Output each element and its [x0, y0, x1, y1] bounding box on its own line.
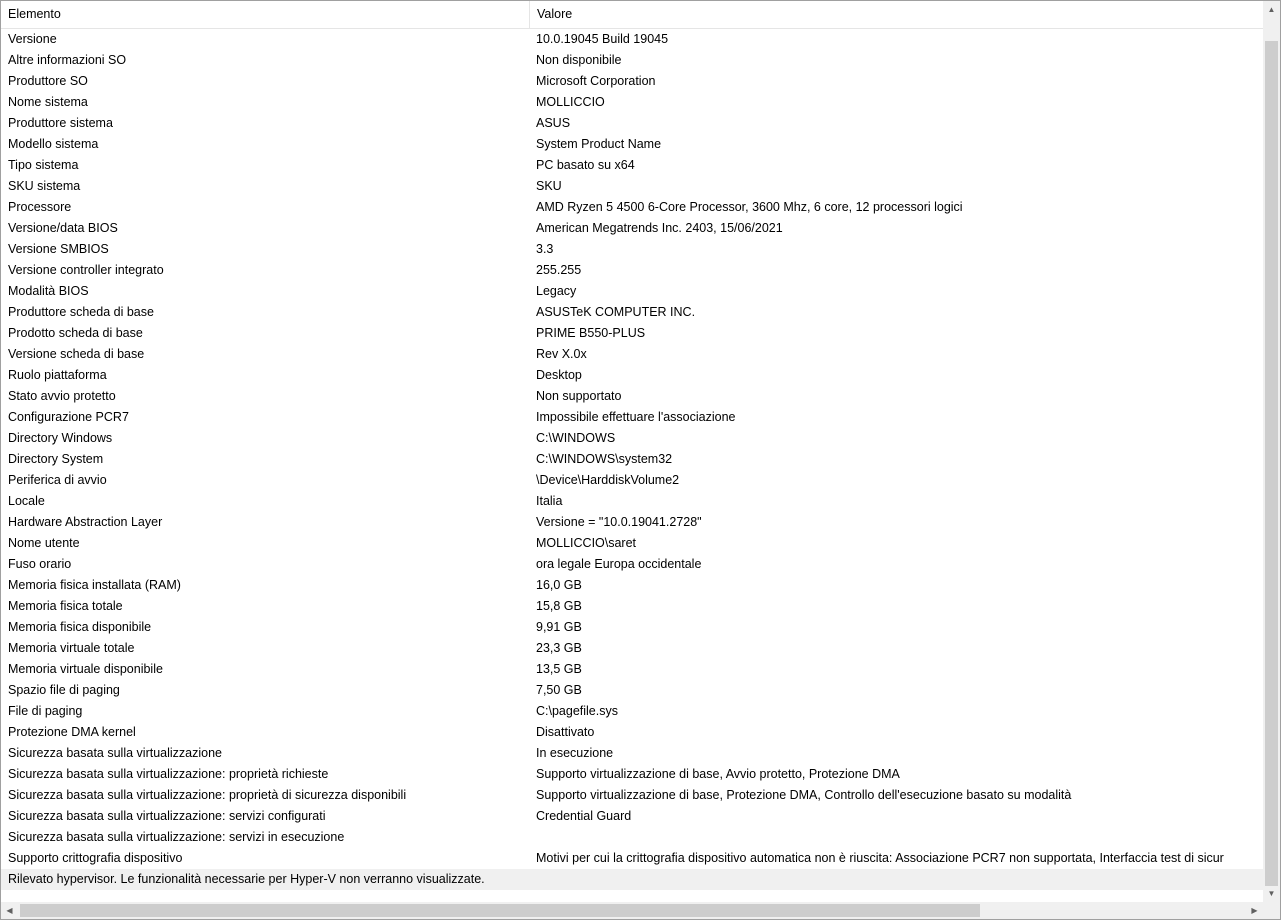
table-row[interactable]	[1, 50, 1263, 71]
table-row[interactable]	[1, 113, 1263, 134]
table-row[interactable]	[1, 785, 1263, 806]
row-value-cell: Non supportato	[536, 389, 622, 403]
row-value-cell: 13,5 GB	[536, 662, 582, 676]
row-value-cell	[536, 827, 1263, 848]
row-element-cell: Processore	[8, 200, 72, 214]
row-value-cell: C:\WINDOWS	[536, 431, 616, 445]
row-value-cell: Versione = "10.0.19041.2728"	[536, 515, 702, 529]
row-value-cell: Motivi per cui la crittografia dispositivo automatica non è riuscita: Associazione PCR7 non supportata, Interfaccia test di sicur	[536, 851, 1224, 865]
row-element-cell: Spazio file di paging	[8, 683, 120, 697]
row-value-cell: MOLLICCIO\saret	[536, 536, 637, 550]
horizontal-scrollbar[interactable]	[1, 902, 1263, 919]
column-header-valore[interactable]: Valore	[537, 7, 573, 21]
row-value-cell: Impossibile effettuare l'associazione	[536, 410, 736, 424]
row-message-cell: Rilevato hypervisor. Le funzionalità necessarie per Hyper-V non verranno visualizzate.	[8, 872, 485, 886]
row-value-cell: ora legale Europa occidentale	[536, 557, 702, 571]
table-row[interactable]	[1, 365, 1263, 386]
table-row[interactable]	[1, 71, 1263, 92]
row-element-cell: Sicurezza basata sulla virtualizzazione: servizi configurati	[8, 809, 326, 823]
table-row[interactable]	[1, 806, 1263, 827]
row-value-cell: American Megatrends Inc. 2403, 15/06/2021	[536, 221, 783, 235]
row-value-cell: AMD Ryzen 5 4500 6-Core Processor, 3600 Mhz, 6 core, 12 processori logici	[536, 200, 963, 214]
row-value-cell: C:\WINDOWS\system32	[536, 452, 673, 466]
row-element-cell: Versione SMBIOS	[8, 242, 109, 256]
row-element-cell: Fuso orario	[8, 557, 72, 571]
scroll-right-icon[interactable]: ▶	[1251, 906, 1258, 915]
table-row[interactable]	[1, 617, 1263, 638]
row-element-cell: Versione scheda di base	[8, 347, 145, 361]
row-element-cell: Sicurezza basata sulla virtualizzazione	[8, 746, 222, 760]
row-element-cell: Nome utente	[8, 536, 80, 550]
table-row[interactable]	[1, 134, 1263, 155]
table-row[interactable]	[1, 638, 1263, 659]
table-row[interactable]	[1, 512, 1263, 533]
row-value-cell: Rev X.0x	[536, 347, 587, 361]
row-value-cell: Supporto virtualizzazione di base, Protezione DMA, Controllo dell'esecuzione basato su modalità	[536, 788, 1072, 802]
table-row[interactable]	[1, 449, 1263, 470]
row-value-cell: Desktop	[536, 368, 582, 382]
row-value-cell: 9,91 GB	[536, 620, 582, 634]
row-element-cell: Supporto crittografia dispositivo	[8, 851, 183, 865]
row-value-cell: \Device\HarddiskVolume2	[536, 473, 680, 487]
table-row[interactable]	[1, 701, 1263, 722]
table-row[interactable]	[1, 596, 1263, 617]
table-row[interactable]	[1, 491, 1263, 512]
table-row[interactable]	[1, 155, 1263, 176]
list-header	[1, 1, 1263, 29]
table-row[interactable]	[1, 197, 1263, 218]
scroll-up-icon[interactable]: ▲	[1267, 5, 1276, 14]
table-row[interactable]	[1, 764, 1263, 785]
row-element-cell: Tipo sistema	[8, 158, 79, 172]
row-element-cell: Ruolo piattaforma	[8, 368, 107, 382]
row-element-cell: Produttore scheda di base	[8, 305, 154, 319]
row-value-cell: 3.3	[536, 242, 554, 256]
row-value-cell: ASUS	[536, 116, 571, 130]
row-element-cell: Modalità BIOS	[8, 284, 89, 298]
row-element-cell: Memoria fisica disponibile	[8, 620, 152, 634]
table-row[interactable]	[1, 239, 1263, 260]
list-rows	[1, 29, 1263, 886]
table-row[interactable]	[1, 281, 1263, 302]
table-row[interactable]	[1, 722, 1263, 743]
row-value-cell: MOLLICCIO	[536, 95, 605, 109]
row-value-cell: 7,50 GB	[536, 683, 582, 697]
table-row[interactable]	[1, 344, 1263, 365]
row-element-cell: Sicurezza basata sulla virtualizzazione: servizi in esecuzione	[8, 830, 345, 844]
row-element-cell: Versione	[8, 32, 57, 46]
row-value-cell: 23,3 GB	[536, 641, 582, 655]
row-element-cell: Hardware Abstraction Layer	[8, 515, 163, 529]
table-row[interactable]	[1, 827, 1263, 848]
row-value-cell: C:\pagefile.sys	[536, 704, 618, 718]
table-row[interactable]	[1, 323, 1263, 344]
table-row[interactable]	[1, 554, 1263, 575]
table-row[interactable]	[1, 470, 1263, 491]
row-element-cell: Prodotto scheda di base	[8, 326, 143, 340]
row-value-cell: 10.0.19045 Build 19045	[536, 32, 669, 46]
row-element-cell: File di paging	[8, 704, 83, 718]
row-value-cell: Non disponibile	[536, 53, 622, 67]
row-value-cell: Italia	[536, 494, 563, 508]
row-element-cell: Nome sistema	[8, 95, 88, 109]
row-value-cell: ASUSTeK COMPUTER INC.	[536, 305, 696, 319]
row-element-cell: Produttore sistema	[8, 116, 113, 130]
row-value-cell: Disattivato	[536, 725, 595, 739]
scroll-corner	[1263, 902, 1280, 919]
horizontal-scroll-thumb[interactable]	[20, 904, 980, 917]
row-element-cell: Protezione DMA kernel	[8, 725, 136, 739]
row-value-cell: In esecuzione	[536, 746, 614, 760]
table-row[interactable]	[1, 218, 1263, 239]
column-header-elemento[interactable]: Elemento	[1, 1, 530, 28]
row-element-cell: Memoria virtuale disponibile	[8, 662, 163, 676]
row-element-cell: Versione/data BIOS	[8, 221, 118, 235]
table-row[interactable]	[1, 428, 1263, 449]
row-value-cell: Microsoft Corporation	[536, 74, 656, 88]
table-row[interactable]	[1, 29, 1263, 50]
row-element-cell: Altre informazioni SO	[8, 53, 127, 67]
row-element-cell: Produttore SO	[8, 74, 88, 88]
table-row[interactable]	[1, 386, 1263, 407]
row-element-cell: SKU sistema	[8, 179, 81, 193]
row-value-cell: 16,0 GB	[536, 578, 582, 592]
scroll-down-icon[interactable]: ▼	[1267, 889, 1276, 898]
vertical-scrollbar[interactable]	[1263, 1, 1280, 902]
table-row[interactable]	[1, 176, 1263, 197]
table-row[interactable]	[1, 302, 1263, 323]
row-value-cell: Supporto virtualizzazione di base, Avvio protetto, Protezione DMA	[536, 767, 900, 781]
scroll-left-icon[interactable]: ◀	[6, 906, 13, 915]
table-row[interactable]	[1, 407, 1263, 428]
row-element-cell: Stato avvio protetto	[8, 389, 116, 403]
table-row[interactable]	[1, 575, 1263, 596]
row-element-cell: Versione controller integrato	[8, 263, 164, 277]
row-element-cell: Modello sistema	[8, 137, 99, 151]
row-value-cell: 15,8 GB	[536, 599, 582, 613]
row-element-cell: Directory Windows	[8, 431, 113, 445]
vertical-scroll-thumb[interactable]	[1265, 41, 1278, 886]
table-row[interactable]	[1, 680, 1263, 701]
row-element-cell: Memoria fisica installata (RAM)	[8, 578, 181, 592]
row-value-cell: Credential Guard	[536, 809, 632, 823]
row-element-cell: Memoria virtuale totale	[8, 641, 135, 655]
table-row[interactable]	[1, 92, 1263, 113]
row-value-cell: Legacy	[536, 284, 577, 298]
table-row-selected[interactable]	[1, 869, 1263, 890]
row-value-cell: 255.255	[536, 263, 582, 277]
row-element-cell: Directory System	[8, 452, 104, 466]
row-element-cell: Periferica di avvio	[8, 473, 107, 487]
row-value-cell: System Product Name	[536, 137, 662, 151]
table-row[interactable]	[1, 848, 1263, 869]
table-row[interactable]	[1, 533, 1263, 554]
row-value-cell: SKU	[536, 179, 562, 193]
row-value-cell: PC basato su x64	[536, 158, 635, 172]
row-element-cell: Configurazione PCR7	[8, 410, 129, 424]
row-element-cell: Sicurezza basata sulla virtualizzazione: proprietà di sicurezza disponibili	[8, 788, 407, 802]
row-element-cell: Memoria fisica totale	[8, 599, 123, 613]
table-row[interactable]	[1, 659, 1263, 680]
table-row[interactable]	[1, 743, 1263, 764]
row-element-cell: Sicurezza basata sulla virtualizzazione: proprietà richieste	[8, 767, 329, 781]
table-row[interactable]	[1, 260, 1263, 281]
row-element-cell: Locale	[8, 494, 45, 508]
row-value-cell: PRIME B550-PLUS	[536, 326, 646, 340]
